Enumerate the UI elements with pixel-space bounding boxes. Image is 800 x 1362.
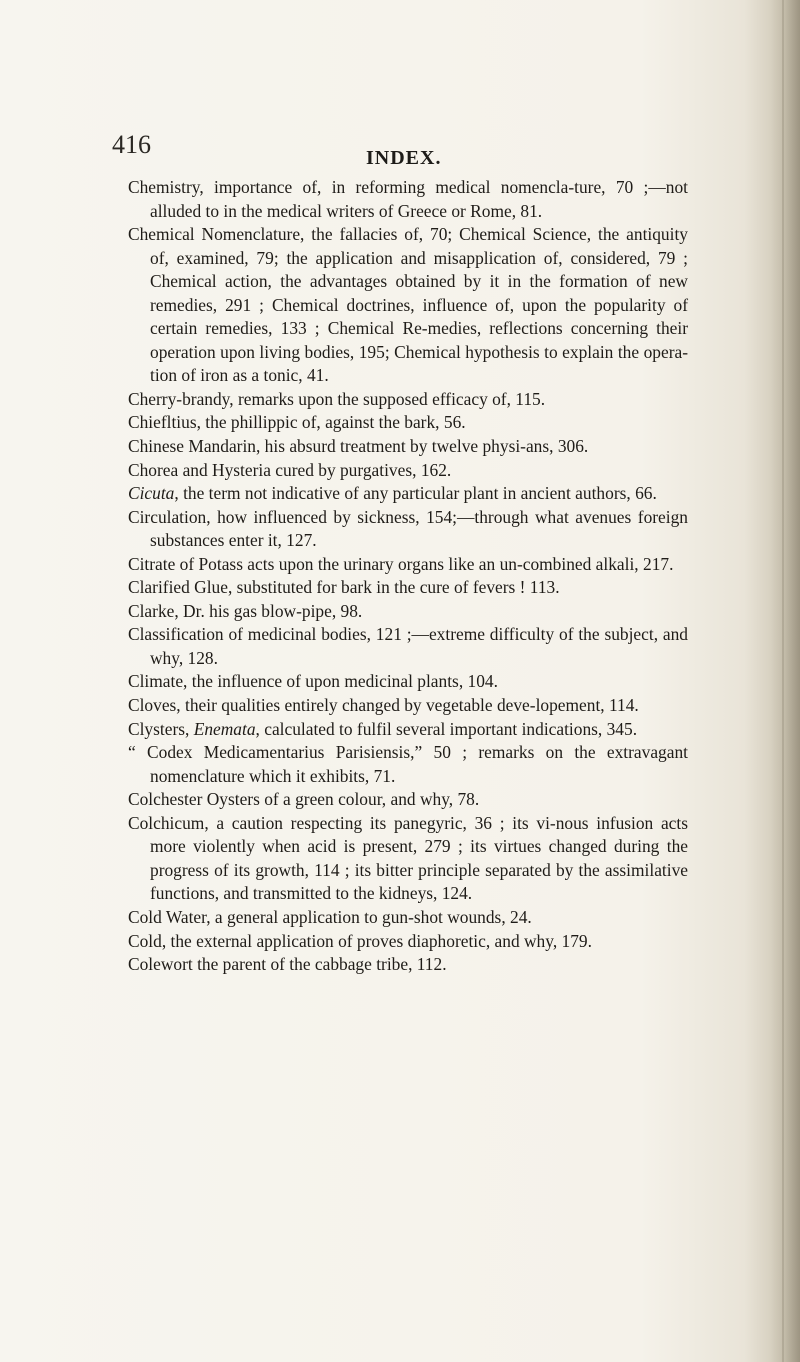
index-entry: Classification of medicinal bodies, 121 ;—extreme difficulty of the subject, and why, 128. bbox=[128, 624, 688, 668]
index-entry: Chemical Nomenclature, the fallacies of, 70; Chemical Science, the antiquity of, examined, 79; the application and misapplication of, considered, 79 ; Chemical action, the advantages obtained by it in the formation of new remedies, 291 ; Chemical doctrines, influence of, upon the popularity of certain remedies, 133 ; Chemical Re-medies, reflections concerning their operation upon living bodies, 195; Chemical hypothesis to explain the opera-tion of iron as a tonic, 41. bbox=[128, 224, 688, 386]
page-edge-shadow bbox=[770, 0, 800, 1362]
index-entry: Citrate of Potass acts upon the urinary organs like an un-combined alkali, 217. bbox=[128, 553, 674, 574]
index-entry: Chorea and Hysteria cured by purgatives, 162. bbox=[128, 459, 452, 480]
index-entry: Clarke, Dr. his gas blow-pipe, 98. bbox=[128, 600, 363, 621]
index-entry: Colchester Oysters of a green colour, and why, 78. bbox=[128, 789, 480, 810]
index-entry: Colewort the parent of the cabbage tribe, 112. bbox=[128, 954, 447, 975]
running-title: INDEX. bbox=[366, 147, 442, 169]
entry-text: , calculated to fulfil several important indications, 345. bbox=[255, 718, 638, 739]
index-entries bbox=[128, 176, 688, 977]
index-entry: Chiefltius, the phillippic of, against the bark, 56. bbox=[128, 412, 466, 433]
index-entry: Cloves, their qualities entirely changed by vegetable deve-lopement, 114. bbox=[128, 695, 639, 716]
index-entry: Cold, the external application of proves diaphoretic, and why, 179. bbox=[128, 930, 592, 951]
index-entry: Clarified Glue, substituted for bark in the cure of fevers ! 113. bbox=[128, 577, 560, 598]
index-entry: Chemistry, importance of, in reforming medical nomencla-ture, 70 ;—not alluded to in the medical writers of Greece or Rome, 81. bbox=[128, 177, 688, 221]
index-entry: Circulation, how influenced by sickness, 154;—through what avenues foreign substances enter it, 127. bbox=[128, 506, 688, 551]
page-number: 416 bbox=[112, 130, 151, 159]
index-entry: Cold Water, a general application to gun-shot wounds, 24. bbox=[128, 906, 532, 927]
index-entry: Cherry-brandy, remarks upon the supposed efficacy of, 115. bbox=[128, 388, 546, 409]
index-entry: Colchicum, a caution respecting its panegyric, 36 ; its vi-nous infusion acts more violently when acid is present, 279 ; its virtues changed during the progress of its growth, 114 ; its bitter principle separated by the assimilative functions, and transmitted to the kidneys, 124. bbox=[128, 812, 688, 904]
index-entry: Chinese Mandarin, his absurd treatment by twelve physi-ans, 306. bbox=[128, 436, 589, 457]
italic-term: Cicuta bbox=[128, 483, 175, 504]
entry-text: , the term not indicative of any particular plant in ancient authors, 66. bbox=[174, 483, 657, 504]
index-entry: Climate, the influence of upon medicinal plants, 104. bbox=[128, 671, 498, 692]
italic-term: Enemata bbox=[193, 718, 256, 739]
page-edge-line bbox=[782, 0, 784, 1362]
index-entry: “ Codex Medicamentarius Parisiensis,” 50 ; remarks on the extravagant nomenclature which it exhibits, 71. bbox=[128, 742, 688, 786]
entry-text: Clysters, bbox=[128, 718, 194, 739]
index-entry bbox=[128, 718, 688, 742]
index-entry bbox=[128, 482, 688, 506]
